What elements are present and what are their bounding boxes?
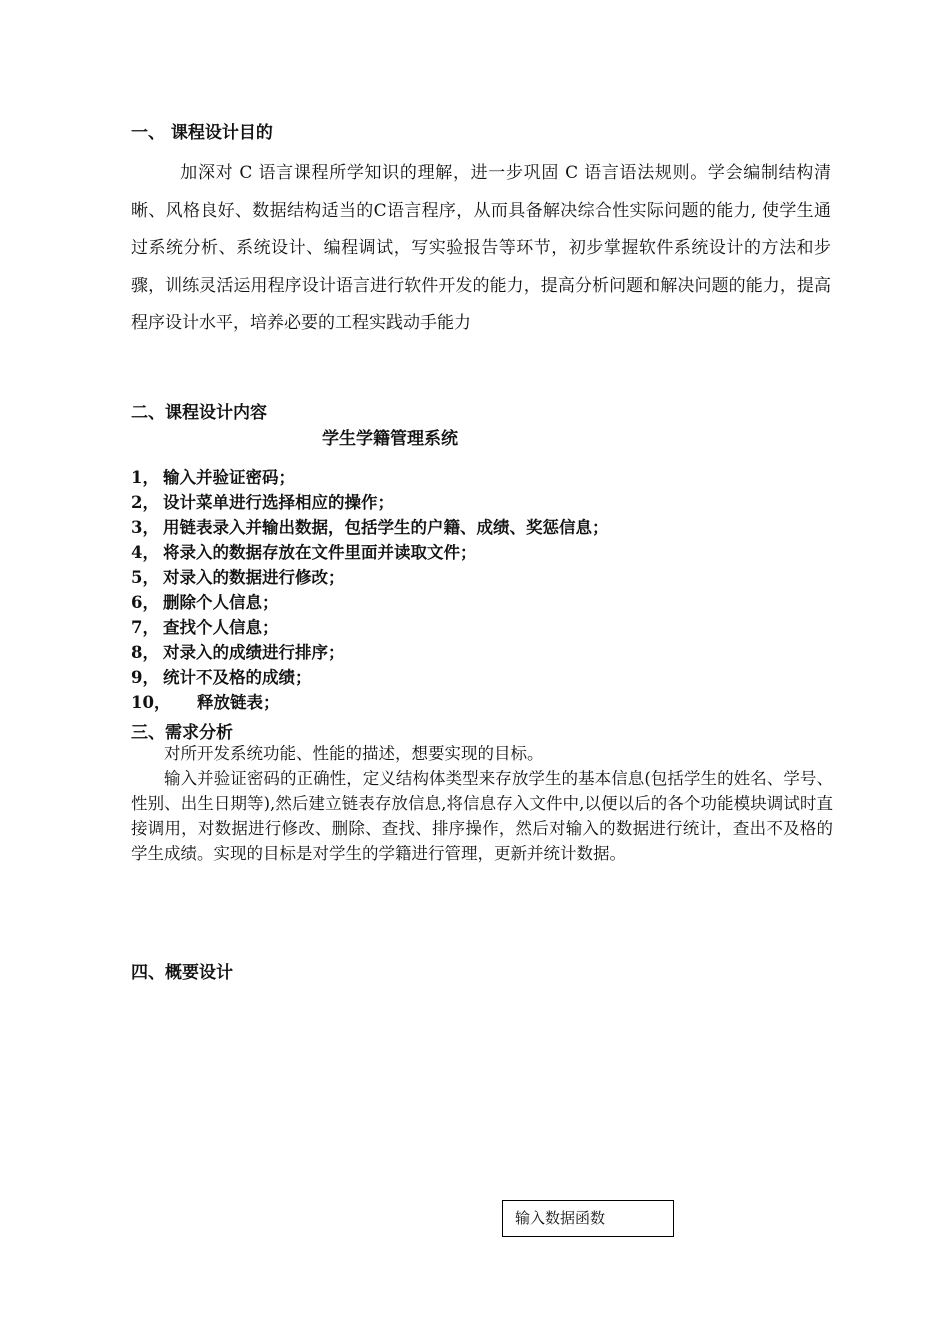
list-item <box>131 615 609 640</box>
list-item <box>131 690 609 715</box>
list-item-number: 1， <box>131 468 159 487</box>
section2-heading: 二、课程设计内容 <box>131 403 267 423</box>
system-title: 学生学籍管理系统 <box>322 429 458 449</box>
list-item-text: 输入并验证密码； <box>163 468 295 487</box>
list-item-text: 对录入的数据进行修改； <box>163 568 345 587</box>
list-item <box>131 590 609 615</box>
list-item-text: 删除个人信息； <box>163 593 279 612</box>
section3-paragraph: 输入并验证密码的正确性，定义结构体类型来存放学生的基本信息(包括学生的姓名、学号、性别、出生日期等),然后建立链表存放信息,将信息存入文件中,以便以后的各个功能模块调试时直接调用，对数据进行修改、删除、查找、排序操作，然后对输入的数据进行统计，查出不及格的学生成绩。实现的目标是对学生的学籍进行管理，更新并统计数据。 <box>131 769 833 863</box>
list-item <box>131 465 609 490</box>
section1-paragraph: 加深对 C 语言课程所学知识的理解，进一步巩固 C 语言语法规则。学会编制结构清晰、风格良好、数据结构适当的C语言程序，从而具备解决综合性实际问题的能力, 使学生通过系统分析、系统设计、编程调试，写实验报告等环节，初步掌握软件系统设计的方法和步骤，训练灵活运用程序设计语言进行软件开发的能力，提高分析问题和解决问题的能力，提高程序设计水平，培养必要的工程实践动手能力 <box>131 163 831 333</box>
list-item <box>131 540 609 565</box>
list-item <box>131 565 609 590</box>
list-item-number: 4， <box>131 543 159 562</box>
list-item <box>131 665 609 690</box>
list-item-number: 8， <box>131 643 159 662</box>
list-item-text: 释放链表； <box>197 693 280 712</box>
list-item-text: 设计菜单进行选择相应的操作； <box>163 493 394 512</box>
section1-heading: 一、 课程设计目的 <box>131 123 273 143</box>
list-item-text: 用链表录入并输出数据，包括学生的户籍、成绩、奖惩信息； <box>163 518 609 537</box>
list-item-text: 将录入的数据存放在文件里面并读取文件； <box>163 543 477 562</box>
list-item-number: 2， <box>131 493 159 512</box>
list-item-number: 3， <box>131 518 159 537</box>
list-item-number: 10， <box>131 693 171 712</box>
list-item <box>131 640 609 665</box>
list-item-text: 对录入的成绩进行排序； <box>163 643 345 662</box>
section4-heading: 四、概要设计 <box>131 963 233 983</box>
list-item-text: 统计不及格的成绩； <box>163 668 312 687</box>
list-item <box>131 490 609 515</box>
list-item-number: 7， <box>131 618 159 637</box>
list-item-text: 查找个人信息； <box>163 618 279 637</box>
section3-intro: 对所开发系统功能、性能的描述，想要实现的目标。 <box>164 744 544 763</box>
section3-heading: 三、需求分析 <box>131 723 233 743</box>
input-data-function-box: 输入数据函数 <box>502 1200 674 1237</box>
requirements-list <box>131 465 609 715</box>
list-item-number: 5， <box>131 568 159 587</box>
list-item <box>131 515 609 540</box>
list-item-number: 9， <box>131 668 159 687</box>
list-item-number: 6， <box>131 593 159 612</box>
